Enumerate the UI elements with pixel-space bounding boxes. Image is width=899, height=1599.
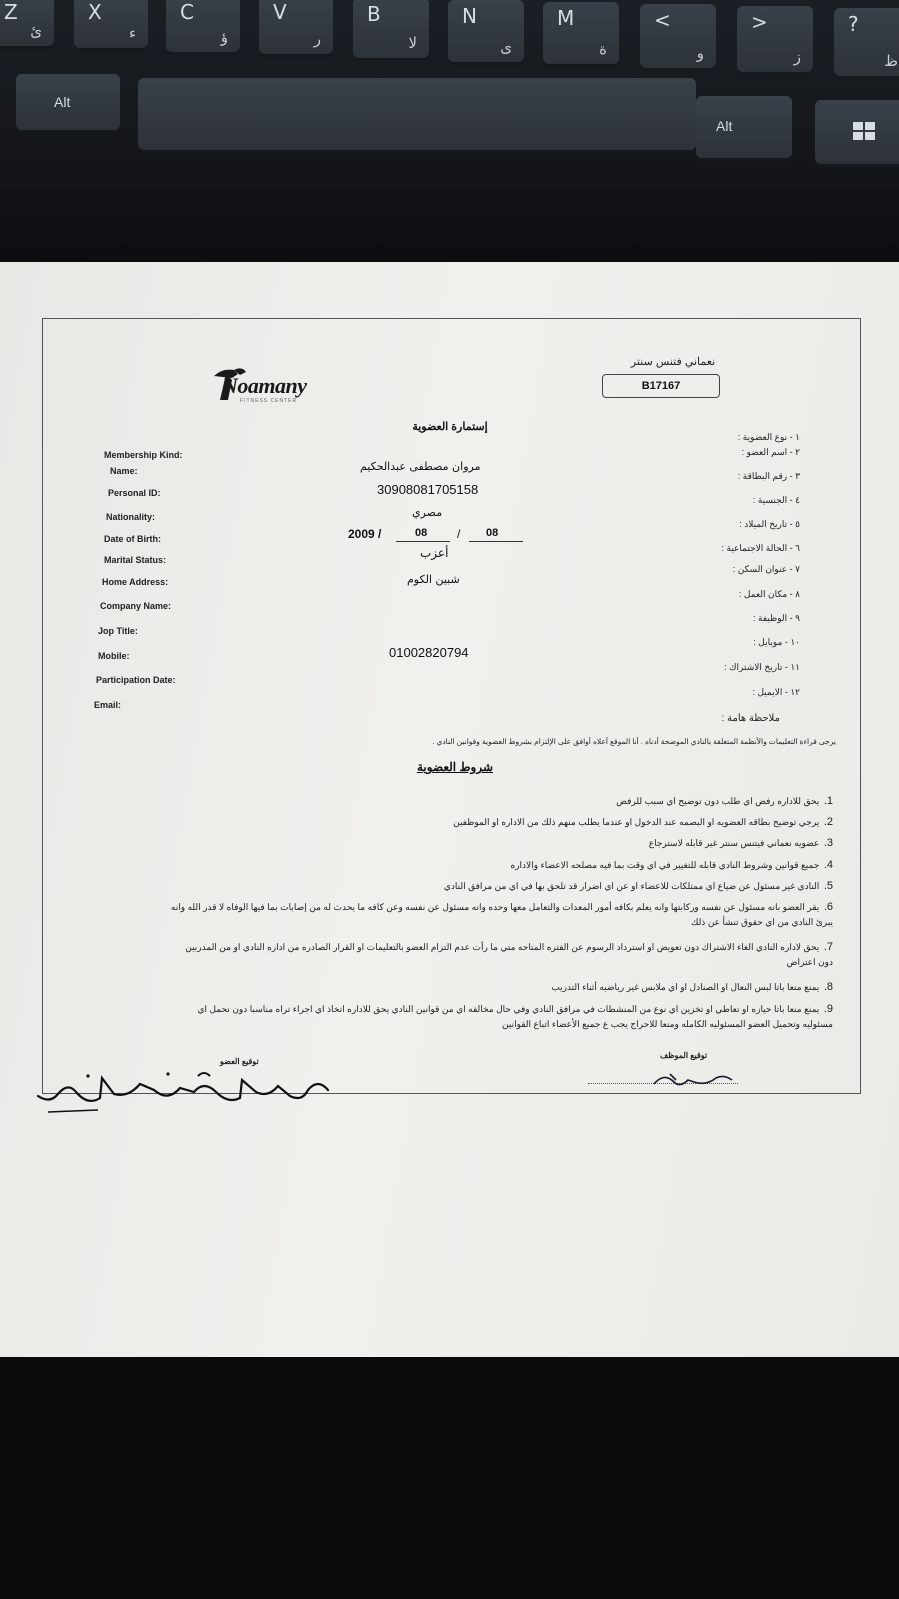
ar-label-membership-kind: ١ - نوع العضوية : bbox=[737, 432, 800, 442]
ar-label-personal-id: ٣ - رقم البطاقة : bbox=[737, 471, 800, 481]
value-home-address: شبين الكوم bbox=[407, 573, 460, 586]
term-item bbox=[63, 1002, 833, 1032]
intro-text: يرجى قراءة التعليمات والأنظمة المتعلقة بالنادي الموضحة أدناه . أنا الموقع أعلاه أوافق على الإلتزام بشروط العضوية وقوانين النادي . bbox=[432, 737, 836, 746]
value-name: مروان مصطفى عبدالحكيم bbox=[360, 460, 481, 473]
key-arabic: ظ bbox=[884, 52, 898, 70]
ar-label-home-address: ٧ - عنوان السكن : bbox=[732, 564, 800, 574]
value-dob-sep: / bbox=[457, 527, 461, 541]
ar-label-job-title: ٩ - الوظيفة : bbox=[753, 613, 800, 623]
value-personal-id: 30908081705158 bbox=[377, 482, 479, 497]
term-text-continued: يبرئ النادي من اي حقوق تنشأ عن ذلك bbox=[690, 917, 833, 927]
term-item bbox=[73, 940, 833, 970]
member-signature-label: توقيع العضو bbox=[220, 1057, 259, 1066]
label-nationality: Nationality: bbox=[106, 512, 156, 522]
key-latin: < bbox=[654, 8, 671, 32]
dark-background bbox=[0, 1357, 899, 1599]
terms-title: شروط العضوية bbox=[416, 760, 494, 774]
key-alt-left[interactable] bbox=[16, 74, 120, 130]
member-signature bbox=[28, 1068, 338, 1118]
key-arabic: و bbox=[696, 44, 704, 62]
dob-month-line bbox=[396, 541, 450, 542]
label-participation-date: Participation Date: bbox=[96, 675, 176, 685]
key-latin: C bbox=[180, 0, 194, 24]
key-latin: M bbox=[557, 6, 575, 30]
key-arabic: ؤ bbox=[220, 28, 228, 46]
key-n[interactable] bbox=[448, 0, 524, 62]
term-text: عضويه نعماني فيتنس سنتر غير قابله لاسترجاع bbox=[648, 838, 820, 848]
membership-code: B17167 bbox=[602, 374, 720, 398]
key-arabic: ز bbox=[793, 48, 801, 66]
key-arabic: ئ bbox=[30, 22, 42, 40]
term-number: 9. bbox=[823, 1003, 833, 1015]
term-number: 2. bbox=[823, 816, 833, 828]
label-membership-kind: Membership Kind: bbox=[104, 450, 183, 460]
ar-label-participation-date: ١١ - تاريخ الاشتراك : bbox=[724, 662, 800, 672]
label-company-name: Company Name: bbox=[100, 601, 172, 611]
value-dob-year: 2009 / bbox=[348, 527, 382, 541]
key-alt-label: Alt bbox=[54, 94, 71, 110]
term-item bbox=[444, 879, 833, 894]
term-number: 6. bbox=[823, 901, 833, 913]
dob-day-line bbox=[469, 541, 523, 542]
keyboard bbox=[0, 0, 899, 262]
key-latin: ? bbox=[848, 12, 859, 36]
key-latin: V bbox=[273, 0, 287, 24]
term-text: يقر العضو بانه مسئول عن نفسه وركابتها وانه يعلم بكافه أمور المعدات والتعامل معها وحده وانه مسئول عن نفسه وعن كافه ما يحدث له من إصابات بما فيها الوفاه لا قدر الله وانه bbox=[170, 902, 820, 912]
key-latin: Z bbox=[4, 0, 18, 24]
label-home-address: Home Address: bbox=[102, 577, 169, 587]
value-dob-day: 08 bbox=[486, 527, 499, 539]
key-question[interactable] bbox=[834, 8, 899, 76]
key-alt-right[interactable] bbox=[696, 96, 792, 158]
label-personal-id: Personal ID: bbox=[108, 488, 161, 498]
term-item bbox=[649, 836, 833, 851]
key-space[interactable] bbox=[138, 78, 696, 150]
employee-signature bbox=[650, 1066, 740, 1092]
label-email: Email: bbox=[94, 700, 122, 710]
ar-label-nationality: ٤ - الجنسية : bbox=[752, 495, 800, 505]
key-period[interactable] bbox=[737, 6, 813, 72]
ar-label-email: ١٢ - الايميل : bbox=[752, 687, 800, 697]
term-number: 3. bbox=[823, 837, 833, 849]
ar-label-company-name: ٨ - مكان العمل : bbox=[738, 589, 800, 599]
key-windows[interactable] bbox=[815, 100, 899, 164]
key-m[interactable] bbox=[543, 2, 619, 64]
key-arabic: ء bbox=[128, 24, 136, 42]
form-title: إستمارة العضوية bbox=[412, 421, 488, 433]
label-mobile: Mobile: bbox=[98, 651, 130, 661]
term-text: يحق للاداره رفض اي طلب دون توضيح اي سبب للرفض bbox=[616, 796, 820, 806]
term-item bbox=[616, 794, 833, 809]
term-item bbox=[453, 815, 833, 830]
value-dob-month: 08 bbox=[415, 527, 428, 539]
term-text: يرجي توضيح بطاقه العضويه او البصمه عند الدخول او عندما يطلب منهم ذلك من الاداره او الموظفين bbox=[453, 817, 820, 827]
term-text-continued: دون اعتراض bbox=[786, 957, 833, 967]
key-latin: N bbox=[462, 4, 477, 28]
label-marital-status: Marital Status: bbox=[104, 555, 167, 565]
term-number: 5. bbox=[823, 880, 833, 892]
term-number: 4. bbox=[823, 859, 833, 871]
employee-signature-label: توقيع الموظف bbox=[660, 1051, 708, 1060]
logo-text: Noamany bbox=[222, 373, 307, 398]
term-text: يمنع منعا باتا لبس النعال او الصنادل او اي ملابس غير رياضيه أثناء التدريب bbox=[551, 982, 820, 992]
logo-subtext: FITNESS CENTER bbox=[240, 398, 298, 404]
term-text: يحق لاداره النادي الغاء الاشتراك دون تعويض او استرداد الرسوم عن الفتره المتاحه متي ما رأت عدم التزام العضو بالتعليمات او القرار الصادره من اداره النادي او من المدربين bbox=[185, 942, 820, 952]
term-text: جميع قوانين وشروط النادي قابله للتغيير في اي وقت بما فيه مصلحه الاعضاء والاداره bbox=[510, 860, 820, 870]
windows-logo-icon bbox=[853, 122, 875, 140]
term-number: 8. bbox=[823, 981, 833, 993]
key-alt-label: Alt bbox=[716, 118, 733, 134]
term-item bbox=[73, 900, 833, 930]
value-marital-status: أعزب bbox=[420, 546, 449, 560]
key-z[interactable] bbox=[0, 0, 54, 46]
value-mobile: 01002820794 bbox=[389, 645, 469, 660]
key-arabic: ر bbox=[313, 30, 321, 48]
key-latin: B bbox=[367, 2, 381, 26]
key-arabic: ى bbox=[500, 38, 512, 56]
term-text: يمنع منعا باتا حيازه او تعاطي او تخزين اي نوع من المنشطات في مرافق النادي وفي حال مخالفه اي من قوانين النادي يحق للاداره اتخاذ اي اجراء تراه مناسبا دون تحمل اي bbox=[197, 1004, 820, 1014]
term-item bbox=[551, 980, 833, 995]
term-number: 7. bbox=[823, 941, 833, 953]
ar-label-marital-status: ٦ - الحالة الاجتماعية : bbox=[721, 543, 800, 553]
key-x[interactable] bbox=[74, 0, 148, 48]
label-date-of-birth: Date of Birth: bbox=[104, 534, 161, 544]
term-text-continued: مسئوليه وتحميل العضو المسئوليه الكامله ومنعا للاحراج يجب ع جميع الأعضاء اتباع القوانين bbox=[502, 1019, 833, 1029]
ar-label-name: ٢ - اسم العضو : bbox=[741, 447, 800, 457]
important-note-label: ملاحظة هامة : bbox=[721, 713, 780, 724]
key-latin: > bbox=[751, 10, 768, 34]
label-name: Name: bbox=[110, 466, 138, 476]
label-job-title: Jop Title: bbox=[98, 626, 138, 636]
term-text: النادي غير مسئول عن ضياع اي ممتلكات للاعضاء او عن اي اضرار قد تلحق بها في اي من مرافق النادي bbox=[443, 881, 820, 891]
key-arabic: لا bbox=[408, 34, 417, 52]
key-comma[interactable] bbox=[640, 4, 716, 68]
value-nationality: مصري bbox=[412, 506, 443, 519]
key-c[interactable] bbox=[166, 0, 240, 52]
term-number: 1. bbox=[823, 795, 833, 807]
key-b[interactable] bbox=[353, 0, 429, 58]
key-v[interactable] bbox=[259, 0, 333, 54]
key-arabic: ة bbox=[599, 40, 607, 58]
center-name: نعماني فتنس سنتر bbox=[630, 356, 716, 368]
term-item bbox=[510, 858, 833, 873]
key-latin: X bbox=[88, 0, 102, 24]
ar-label-date-of-birth: ٥ - تاريخ الميلاد : bbox=[739, 519, 800, 529]
ar-label-mobile: ١٠ - موبايل : bbox=[753, 637, 800, 647]
